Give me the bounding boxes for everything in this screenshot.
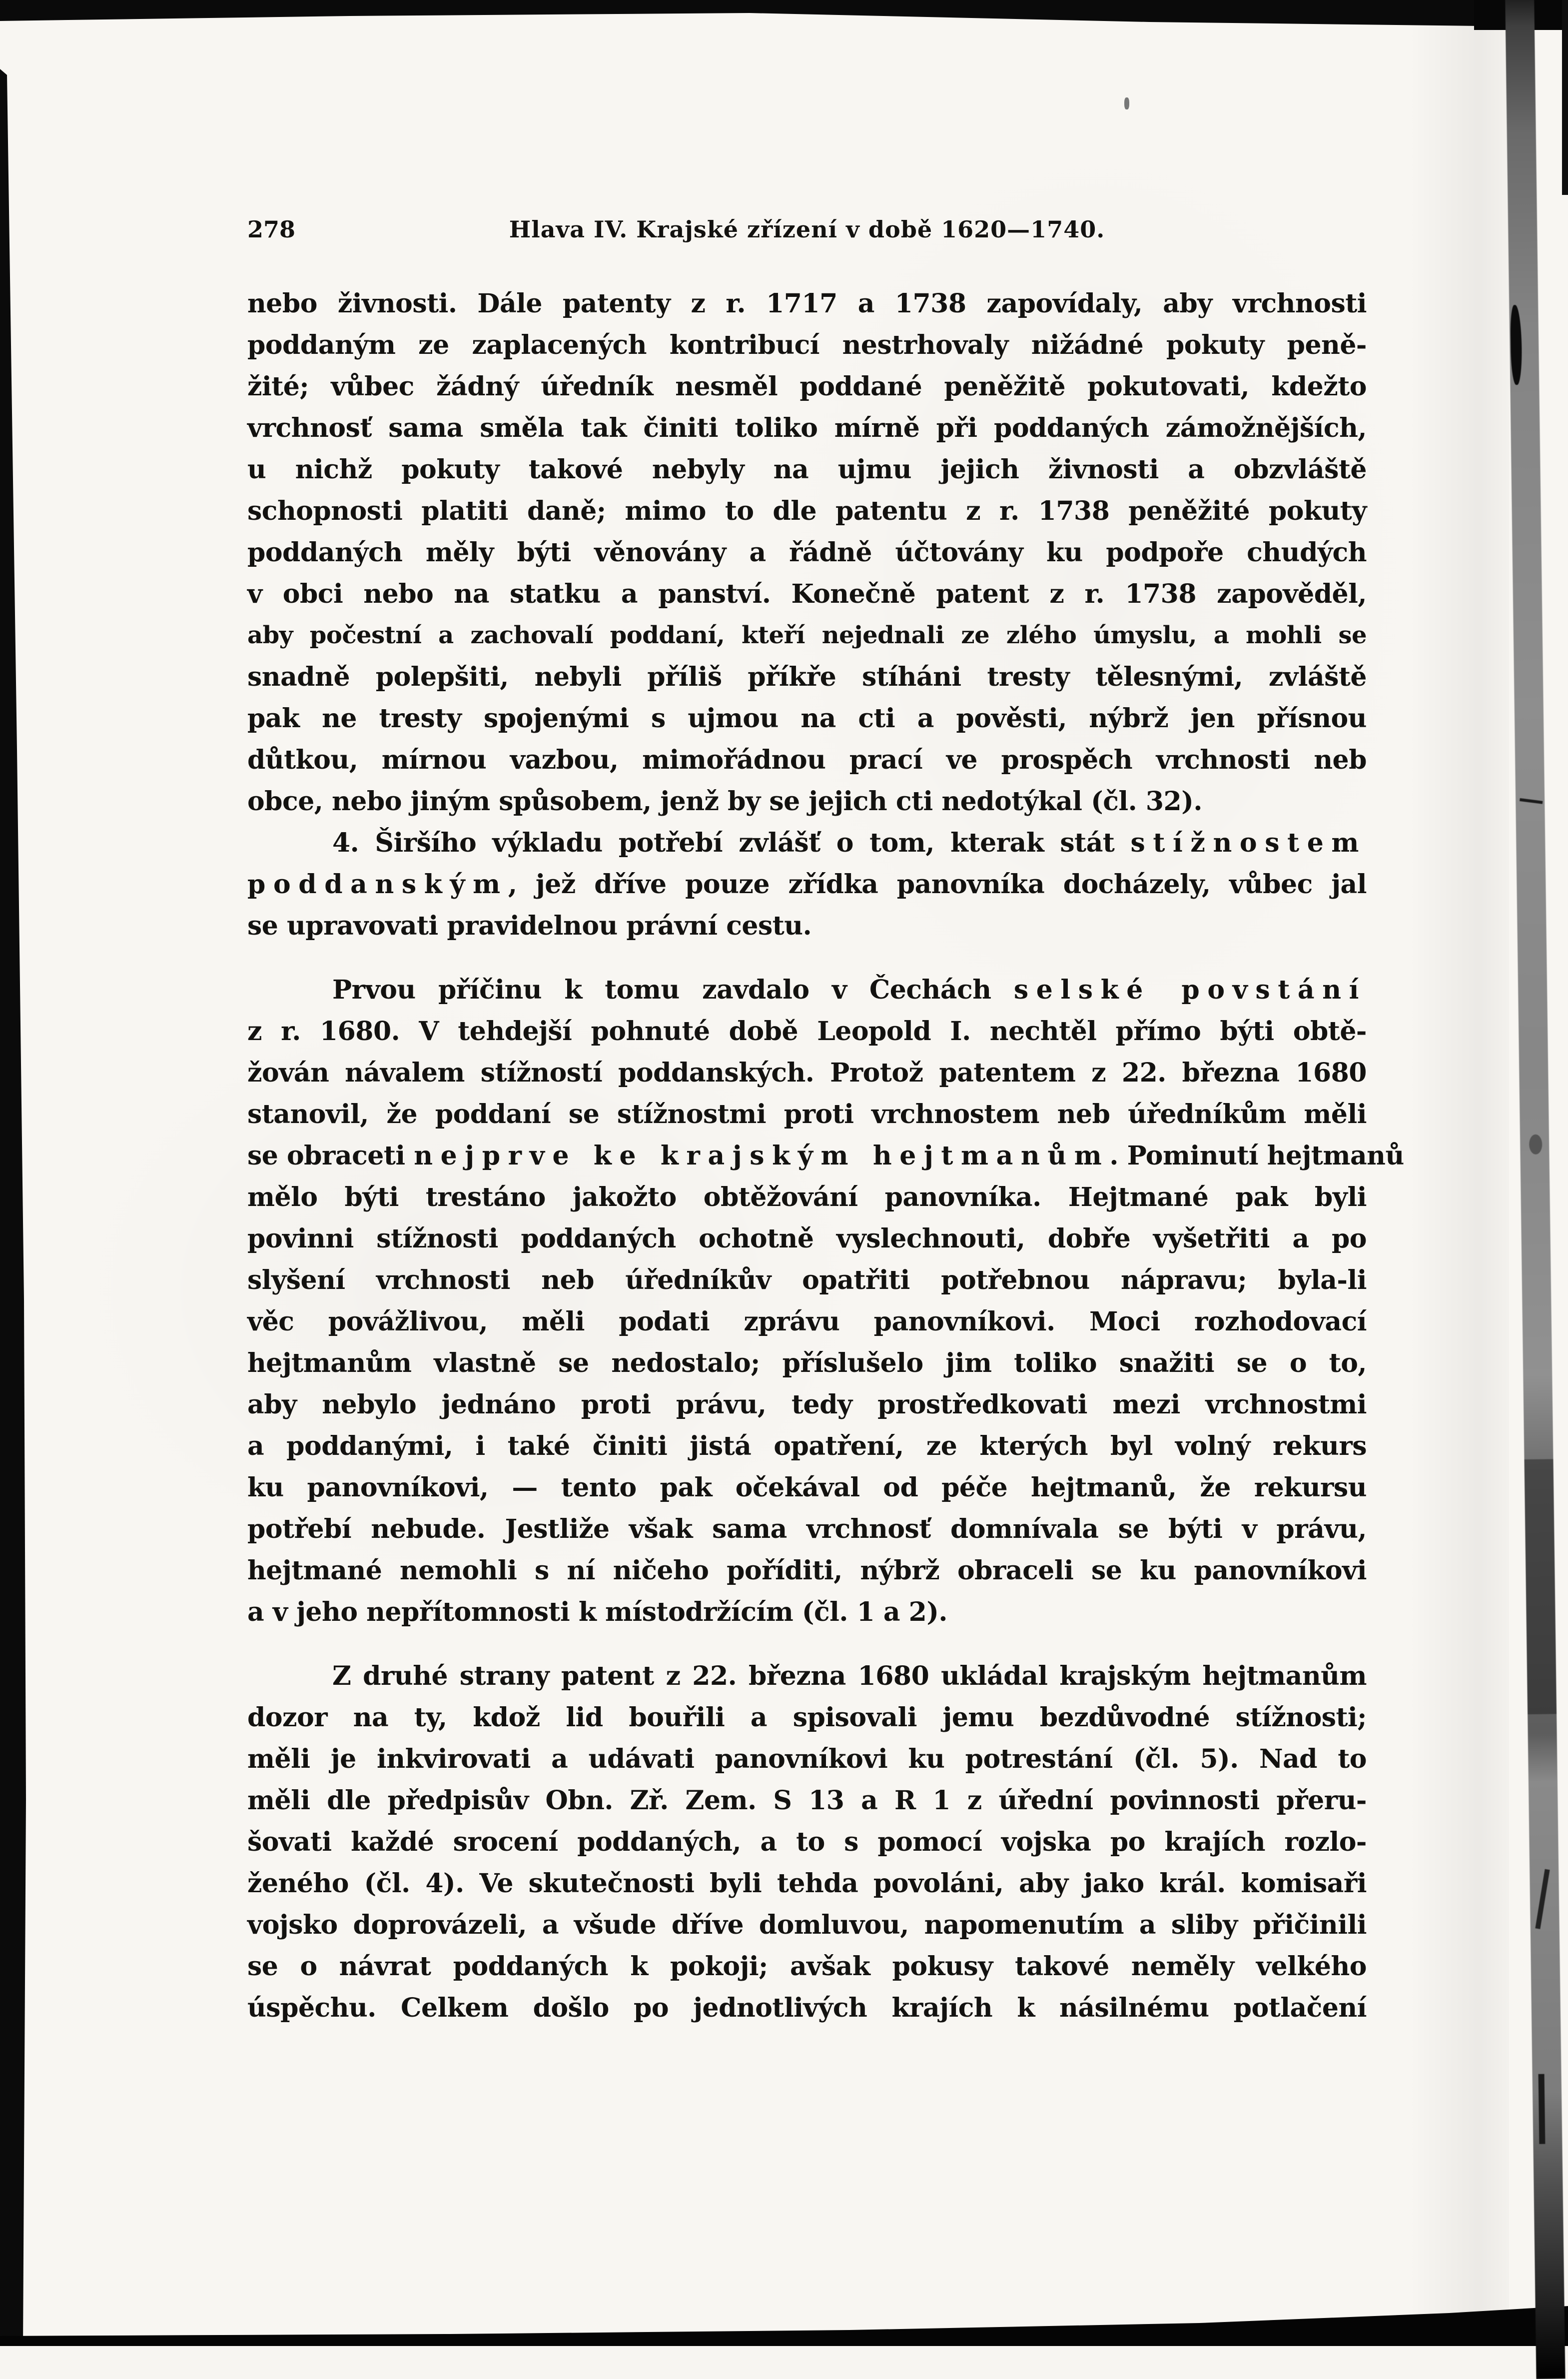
- gutter-smudge: [1535, 1869, 1550, 1929]
- text-line: [247, 1946, 1367, 1987]
- text-line: [247, 1863, 1367, 1904]
- text-run: ženého (čl. 4). Ve skutečnosti byli tehda povoláni, aby jako král. komisaři: [247, 1868, 1367, 1899]
- text-run: dozor na ty, kdož lid bouřili a spisovali jemu bezdůvodné stížnosti;: [247, 1702, 1367, 1733]
- scan-speck: [1124, 97, 1129, 109]
- text-run: ku panovníkovi, — tento pak očekával od péče hejtmanů, že rekursu: [247, 1472, 1367, 1503]
- text-run: , jež dříve pouze zřídka panovníka docházely, vůbec jal: [508, 869, 1367, 900]
- page-curvature-shading: [1409, 0, 1509, 2346]
- text-line: [247, 324, 1367, 366]
- gutter-smudge: [1539, 2074, 1546, 2144]
- text-run: schopnosti platiti daně; mimo to dle patentu z r. 1738 peněžité pokuty: [247, 496, 1367, 526]
- text-line: [247, 1508, 1367, 1550]
- text-line: [247, 1218, 1367, 1259]
- text-line: [247, 1655, 1367, 1697]
- text-line: [247, 1904, 1367, 1946]
- text-line: [247, 1259, 1367, 1301]
- text-run: potřebí nebude. Jestliže však sama vrchnosť domnívala se býti v právu,: [247, 1514, 1367, 1544]
- text-run: žité; vůbec žádný úředník nesměl poddané peněžitě pokutovati, kdežto: [247, 371, 1367, 402]
- text-line: [247, 739, 1367, 781]
- running-title: Hlava IV. Krajské zřízení v době 1620—1740.: [509, 216, 1105, 243]
- text-run: se upravovati pravidelnou právní cestu.: [247, 911, 812, 941]
- text-run: Prvou příčinu k tomu zavdalo v Čechách: [332, 975, 1014, 1005]
- text-line: [247, 864, 1367, 905]
- text-run: aby počestní a zachovalí poddaní, kteří nejednali ze zlého úmyslu, a mohli se: [247, 621, 1367, 649]
- text-line: [247, 1301, 1367, 1342]
- gutter-smudge: [1510, 305, 1522, 385]
- text-run: hejtmané nemohli s ní ničeho poříditi, nýbrž obraceli se ku panovníkovi: [247, 1555, 1367, 1586]
- text-line: [247, 615, 1367, 656]
- text-line: [247, 283, 1367, 324]
- text-run: v obci nebo na statku a panství. Konečně patent z r. 1738 zapověděl,: [247, 579, 1367, 609]
- text-line: [247, 1550, 1367, 1591]
- text-run: úspěchu. Celkem došlo po jednotlivých krajích k násilnému potlačení: [247, 1993, 1367, 2023]
- text-line: [247, 1780, 1367, 1821]
- text-line: [247, 905, 1367, 947]
- page-header: [247, 214, 1367, 249]
- text-run: vojsko doprovázeli, a všude dříve domluvou, napomenutím a sliby přičinili: [247, 1910, 1367, 1940]
- text-run: z r. 1680. V tehdejší pohnuté době Leopold I. nechtěl přímo býti obtě-: [247, 1016, 1367, 1047]
- text-line: [247, 1094, 1367, 1135]
- text-line: [247, 1591, 1367, 1633]
- page-number: 278: [247, 216, 296, 243]
- text-run: věc povážlivou, měli podati zprávu panovníkovi. Moci rozhodovací: [247, 1306, 1367, 1337]
- paragraph: [247, 969, 1404, 1633]
- text-line: [247, 698, 1367, 739]
- text-line: [247, 656, 1367, 698]
- text-run: měli dle předpisův Obn. Zř. Zem. S 13 a R 1 z úřední povinnosti přeru-: [247, 1785, 1367, 1816]
- text-line: [247, 969, 1367, 1011]
- text-line: [247, 1738, 1367, 1780]
- letterspaced-text-run: stížnostem: [1130, 828, 1367, 858]
- text-line: [247, 532, 1367, 573]
- text-run: se o návrat poddaných k pokoji; avšak pokusy takové neměly velkého: [247, 1951, 1367, 1982]
- gutter-smudge: [1520, 798, 1543, 804]
- text-run: slyšení vrchnosti neb úředníkův opatřiti potřebnou nápravu; byla-li: [247, 1265, 1367, 1295]
- text-run: poddaným ze zaplacených kontribucí nestrhovaly nižádné pokuty peně-: [247, 330, 1367, 360]
- text-run: povinni stížnosti poddaných ochotně vyslechnouti, dobře vyšetřiti a po: [247, 1223, 1367, 1254]
- left-scan-edge-artifact: [0, 0, 30, 2346]
- paragraph: [247, 283, 1367, 822]
- text-line: [247, 366, 1367, 407]
- text-run: stanovil, že poddaní se stížnostmi proti vrchnostem neb úředníkům měli: [247, 1099, 1367, 1130]
- bottom-scan-edge-artifact: [0, 2299, 1568, 2346]
- text-line: [247, 1697, 1367, 1738]
- text-run: . Pominutí hejtmanů: [1109, 1141, 1404, 1171]
- text-run: u nichž pokuty takové nebyly na ujmu jejich živnosti a obzvláště: [247, 454, 1367, 485]
- text-run: snadně polepšiti, nebyli příliš příkře stíháni tresty tělesnými, zvláště: [247, 662, 1367, 692]
- text-line: [247, 1425, 1367, 1467]
- text-run: vrchnosť sama směla tak činiti toliko mírně při poddaných zámožnějších,: [247, 413, 1367, 443]
- text-line: [247, 1135, 1404, 1177]
- text-line: [247, 781, 1367, 822]
- text-line: [247, 407, 1367, 449]
- gutter-smudge: [1524, 1459, 1557, 1714]
- text-run: hejtmanům vlastně se nedostalo; příslušelo jim toliko snažiti se o to,: [247, 1348, 1367, 1378]
- letterspaced-text-run: nejprve ke krajským hejtmanům: [414, 1141, 1110, 1171]
- text-line: [247, 1342, 1367, 1384]
- text-run: 4. Širšího výkladu potřebí zvlášť o tom, kterak stát: [332, 828, 1131, 858]
- text-line: [247, 1821, 1367, 1863]
- text-run: nebo živnosti. Dále patenty z r. 1717 a 1738 zapovídaly, aby vrchnosti: [247, 288, 1367, 319]
- text-line: [247, 822, 1367, 864]
- book-gutter-shadow: [1505, 0, 1566, 2379]
- text-run: šovati každé srocení poddaných, a to s pomocí vojska po krajích rozlo-: [247, 1827, 1367, 1857]
- text-line: [247, 1467, 1367, 1508]
- top-scan-edge-artifact: [0, 0, 1568, 31]
- text-line: [247, 1987, 1367, 2029]
- text-run: mělo býti trestáno jakožto obtěžování panovníka. Hejtmané pak byli: [247, 1182, 1367, 1212]
- gutter-smudge: [1529, 1135, 1543, 1155]
- text-line: [247, 490, 1367, 532]
- paragraph: [247, 1655, 1367, 2029]
- text-line: [247, 1384, 1367, 1425]
- letterspaced-text-run: poddanským: [247, 869, 508, 900]
- text-run: obce, nebo jiným spůsobem, jenž by se jejich cti nedotýkal (čl. 32).: [247, 786, 1202, 817]
- text-line: [247, 1052, 1367, 1094]
- text-line: [247, 573, 1367, 615]
- text-run: Z druhé strany patent z 22. března 1680 ukládal krajským hejtmanům: [332, 1661, 1367, 1691]
- text-run: aby nebylo jednáno proti právu, tedy prostředkovati mezi vrchnostmi: [247, 1389, 1367, 1420]
- text-run: důtkou, mírnou vazbou, mimořádnou prací ve prospěch vrchnosti neb: [247, 745, 1367, 775]
- text-run: poddaných měly býti věnovány a řádně účtovány ku podpoře chudých: [247, 537, 1367, 568]
- text-line: [247, 1177, 1367, 1218]
- text-run: se obraceti: [247, 1141, 414, 1171]
- text-line: [247, 449, 1367, 490]
- paragraph: [247, 822, 1367, 947]
- text-line: [247, 1011, 1367, 1052]
- text-run: měli je inkvirovati a udávati panovníkovi ku potrestání (čl. 5). Nad to: [247, 1744, 1367, 1774]
- text-run: pak ne tresty spojenými s ujmou na cti a pověsti, nýbrž jen přísnou: [247, 703, 1367, 734]
- text-block: [247, 283, 1404, 2029]
- letterspaced-text-run: selské povstání: [1013, 975, 1367, 1005]
- text-run: žován návalem stížností poddanských. Protož patentem z 22. března 1680: [247, 1058, 1367, 1088]
- right-scan-edge-artifact: [1562, 0, 1568, 195]
- text-run: a v jeho nepřítomnosti k místodržícím (čl. 1 a 2).: [247, 1597, 948, 1627]
- text-run: a poddanými, i také činiti jistá opatření, ze kterých byl volný rekurs: [247, 1431, 1367, 1461]
